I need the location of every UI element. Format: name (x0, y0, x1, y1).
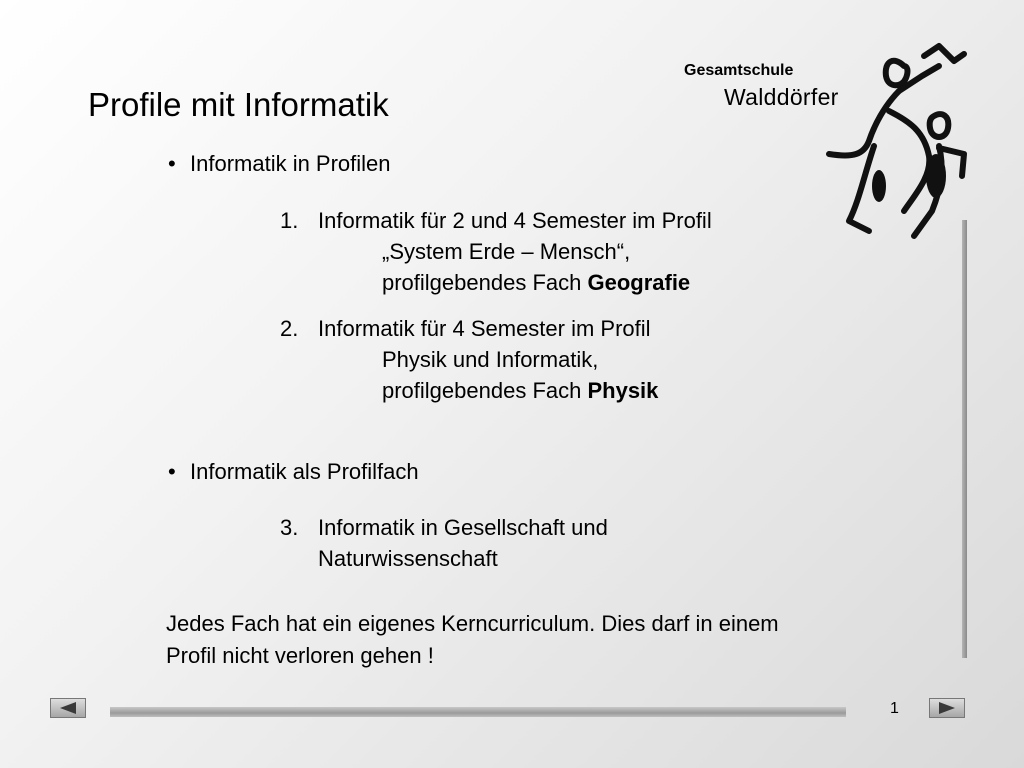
previous-slide-button[interactable] (50, 698, 86, 718)
logo-school-label: Gesamtschule (684, 62, 794, 79)
list-number: 3. (280, 515, 299, 540)
bullet-text: Informatik in Profilen (190, 151, 391, 176)
list-line-2: Naturwissenschaft (318, 546, 498, 571)
list-item-1 (280, 205, 800, 300)
page-number: 1 (890, 700, 899, 717)
list-line-2: „System Erde – Mensch“, (382, 239, 631, 264)
side-decor-bar (962, 220, 967, 658)
bullet-informatik-als-profilfach (168, 459, 419, 485)
list-line-3-bold: Geografie (587, 270, 691, 295)
next-slide-button[interactable] (929, 698, 965, 718)
triangle-right-icon (937, 702, 957, 714)
list-number: 2. (280, 316, 299, 341)
note-line-2: Profil nicht verloren gehen ! (166, 643, 434, 668)
list-line-2: Physik und Informatik, (382, 347, 599, 372)
bottom-progress-bar (110, 707, 846, 717)
note-line-1: Jedes Fach hat ein eigenes Kerncurriculum. Dies darf in einem (166, 611, 779, 636)
list-line-3 (382, 375, 658, 406)
bullet-informatik-in-profilen (168, 151, 391, 177)
list-item-3 (280, 512, 800, 576)
list-line-3-bold: Physik (587, 378, 659, 403)
bullet-dot: • (168, 459, 176, 484)
list-line-3-prefix: profilgebendes Fach (382, 270, 588, 295)
logo-school-name: Walddörfer (724, 84, 839, 110)
list-line-1: Informatik für 2 und 4 Semester im Profil (318, 208, 712, 233)
list-line-3 (382, 267, 690, 298)
slide-title: Profile mit Informatik (88, 86, 389, 123)
triangle-left-icon (58, 702, 78, 714)
curriculum-note (166, 608, 779, 672)
list-line-1: Informatik in Gesellschaft und (318, 515, 608, 540)
list-item-2 (280, 313, 800, 408)
list-line-3-prefix: profilgebendes Fach (382, 378, 588, 403)
bullet-text: Informatik als Profilfach (190, 459, 419, 484)
bullet-dot: • (168, 151, 176, 176)
list-line-1: Informatik für 4 Semester im Profil (318, 316, 651, 341)
list-number: 1. (280, 208, 299, 233)
running-figures-logo (814, 36, 984, 246)
